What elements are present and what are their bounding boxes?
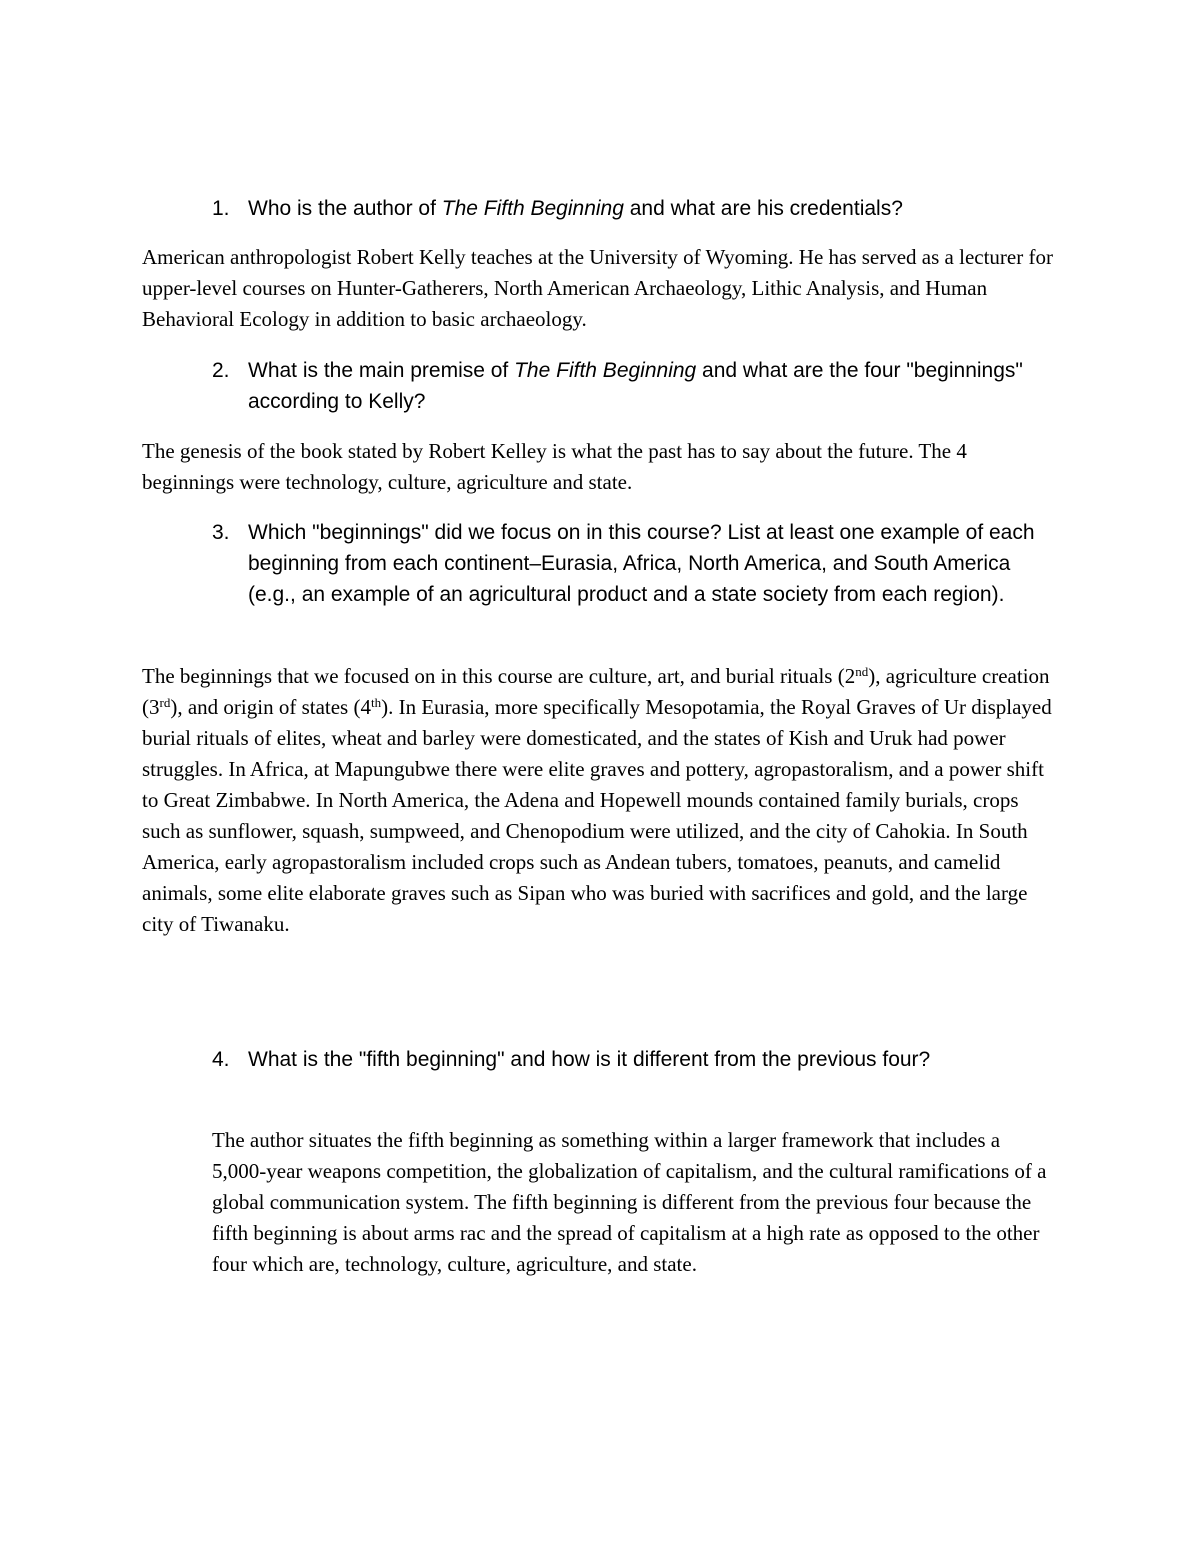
question-text: Who is the author of The Fifth Beginning and what are his credentials? bbox=[248, 197, 903, 220]
answer-2: The genesis of the book stated by Robert Kelley is what the past has to say about the future. The 4 beginnings were technology, culture, agriculture and state. bbox=[142, 439, 967, 494]
book-title: The Fifth Beginning bbox=[514, 359, 697, 382]
ordinal-suffix: nd bbox=[855, 664, 869, 679]
question-text: Which "beginnings" did we focus on in this course? List at least one example of each beginning from each continent–Eurasia, Africa, North America, and South America (e.g., an example of an agricultural product and a state society from each region). bbox=[248, 521, 1035, 606]
question-number: 1. bbox=[212, 197, 230, 220]
question-text: What is the main premise of The Fifth Beginning and what are the four "beginnings" according to Kelly? bbox=[248, 359, 1023, 413]
ordinal-suffix: th bbox=[370, 695, 382, 710]
question-2 bbox=[212, 355, 1052, 417]
book-title: The Fifth Beginning bbox=[441, 197, 624, 220]
question-number: 3. bbox=[212, 521, 230, 544]
answer-1: American anthropologist Robert Kelly teaches at the University of Wyoming. He has served as a lecturer for upper-level courses on Hunter-Gatherers, North American Archaeology, Lithic Analysis, and Human Behavioral Ecology in addition to basic archaeology. bbox=[142, 245, 1053, 331]
question-number: 2. bbox=[212, 359, 230, 382]
question-text: What is the "fifth beginning" and how is it different from the previous four? bbox=[248, 1048, 931, 1071]
ordinal-suffix: rd bbox=[159, 695, 171, 710]
answer-3: The beginnings that we focused on in this course are culture, art, and burial rituals (2nd), agriculture creation (3rd), and origin of states (4th). In Eurasia, more specifically Mesopotamia, the Royal Graves of Ur displayed burial rituals of elites, wheat and barley were domesticated, and the states of Kish and Uruk had power struggles. In Africa, at Mapungubwe there were elite graves and pottery, agropastoralism, and a power shift to Great Zimbabwe. In North America, the Adena and Hopewell mounds contained family burials, crops such as sunflower, squash, sumpweed, and Chenopodium were utilized, and the city of Cahokia. In South America, early agropastoralism included crops such as Andean tubers, tomatoes, peanuts, and camelid animals, some elite elaborate graves such as Sipan who was buried with sacrifices and gold, and the large city of Tiwanaku. bbox=[142, 664, 1052, 936]
question-1 bbox=[212, 193, 1052, 224]
question-number: 4. bbox=[212, 1048, 230, 1071]
question-4 bbox=[212, 1044, 1052, 1075]
answer-4: The author situates the fifth beginning as something within a larger framework that includes a 5,000-year weapons competition, the globalization of capitalism, and the cultural ramifications of a global communication system. The fifth beginning is different from the previous four because the fifth beginning is about arms rac and the spread of capitalism at a high rate as opposed to the other four which are, technology, culture, agriculture, and state. bbox=[212, 1128, 1047, 1276]
question-3 bbox=[212, 517, 1052, 610]
